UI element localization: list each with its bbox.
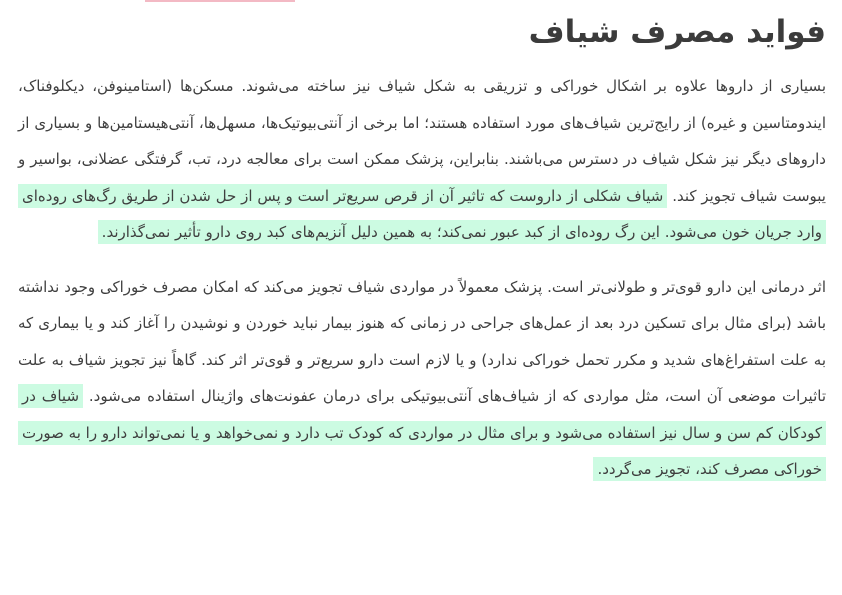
- paragraph-intro-highlight: شیاف شکلی از داروست که تاثیر آن از قرص سریع‌تر است و پس از حل شدن از طریق رگ‌های روده‌ای وارد جریان خون می‌شود. این رگ روده‌ای از کبد عبور نمی‌کند؛ به همین دلیل آنزیم‌های کبد روی دارو تأثیر نمی‌گذارند.: [18, 184, 826, 245]
- paragraph-usage-text: اثر درمانی این دارو قوی‌تر و طولانی‌تر است. پزشک معمولاً در مواردی شیاف تجویز می‌کند که امکان مصرف خوراکی وجود نداشته باشد (برای مثال برای تسکین درد بعد از عمل‌های جراحی در زمانی که هنوز بیمار نباید خوردن و نوشیدن را آغاز کند و یا بیماری که به علت استفراغ‌های شدید و مکرر تحمل خوراکی ندارد) و یا لازم است دارو سریع‌تر و قوی‌تر اثر کند. گاهاً نیز تجویز شیاف به علت تاثیرات موضعی آن است، مثل مواردی که از شیاف‌های آنتی‌بیوتیکی برای درمان عفونت‌های واژینال استفاده می‌شود.: [18, 277, 826, 405]
- paragraph-intro: [18, 68, 826, 251]
- paragraph-intro-text: بسیاری از داروها علاوه بر اشکال خوراکی و تزریقی به شکل شیاف نیز ساخته می‌شوند. مسکن‌ها (استامینوفن، دیکلوفناک، ایندومتاسین و غیره) از رایج‌ترین شیاف‌های مورد استفاده هستند؛ اما برخی از آنتی‌بیوتیک‌ها، مسهل‌ها، آنتی‌هیستامین‌ها و بسیاری از داروهای دیگر نیز شکل شیاف در دسترس می‌باشند. بنابراین، پزشک ممکن است برای معالجه درد، تب، گرفتگی عضلانی، بواسیر و یبوست شیاف تجویز کند.: [18, 77, 826, 205]
- paragraph-usage: [18, 269, 826, 488]
- page-title: فواید مصرف شیاف: [528, 14, 826, 50]
- paragraph-usage-highlight: شیاف در کودکان کم سن و سال نیز استفاده می‌شود و برای مثال در مواردی که کودک تب دارد و نمی‌خواهد و یا نمی‌تواند دارو را به صورت خوراکی مصرف کند، تجویز می‌گردد.: [18, 384, 826, 481]
